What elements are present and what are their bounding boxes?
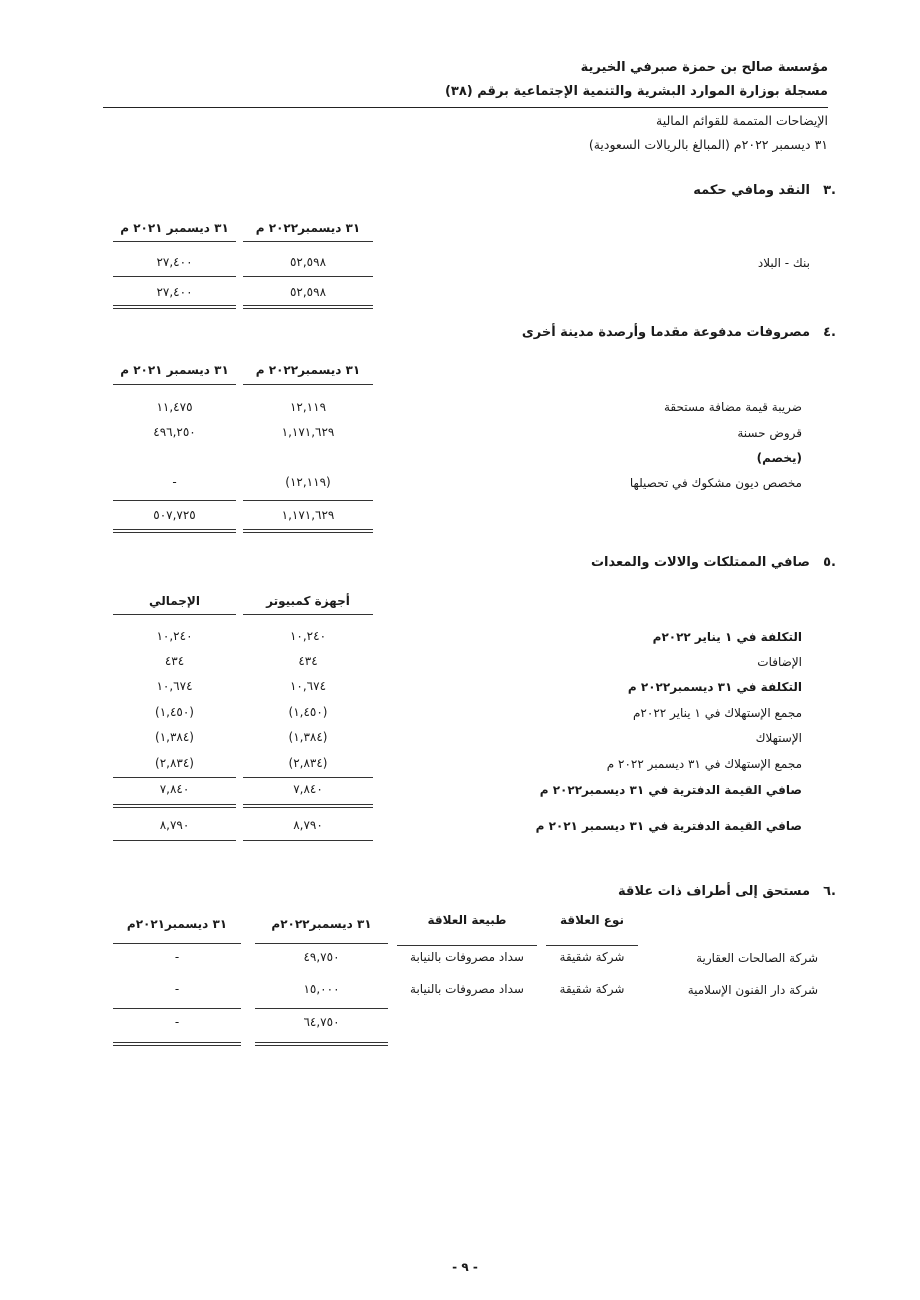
s5-row-label: صافي القيمة الدفترية في ٣١ ديسمبر ٢٠٢١ م	[535, 819, 802, 833]
s5-col-computers: أجهزة كمبيوتر	[266, 594, 350, 608]
s4-row-2022: ١٢,١١٩	[289, 400, 327, 414]
s5-row-computers: ٤٣٤	[298, 654, 318, 668]
s6-total-2021: -	[174, 1015, 180, 1029]
s4-row-2021: ٤٩٦,٢٥٠	[153, 425, 196, 439]
s5-row-total: (١,٣٨٤)	[155, 730, 194, 744]
s5-row-total: ٧,٨٤٠	[159, 782, 190, 796]
s6-nature: سداد مصروفات بالنيابة	[410, 982, 524, 996]
section-6-number: ٦.	[823, 884, 836, 899]
doc-title: الإيضاحات المتممة للقوائم المالية	[656, 113, 828, 128]
s6-total-2022: ٦٤,٧٥٠	[303, 1015, 340, 1029]
s3-total-2021: ٢٧,٤٠٠	[156, 285, 193, 299]
section-4-title: مصروفات مدفوعة مقدما وأرصدة مدينة أخرى	[521, 325, 810, 340]
s5-row-computers: ١٠,٦٧٤	[289, 679, 327, 693]
s5-row-total: ٤٣٤	[164, 654, 185, 668]
section-3-title: النقد ومافي حكمه	[693, 183, 810, 198]
s5-row-label: مجمع الإستهلاك في ١ يناير ٢٠٢٢م	[632, 706, 802, 720]
s4-row-label: ضريبة قيمة مضافة مستحقة	[663, 400, 802, 414]
s5-row-computers: (٢,٨٣٤)	[288, 756, 328, 770]
s6-col-2021: ٣١ ديسمبر٢٠٢١م	[126, 917, 228, 931]
org-name: مؤسسة صالح بن حمزة صبرفي الخيرية	[580, 60, 828, 75]
section-5-title: صافي الممتلكات والالات والمعدات	[590, 555, 810, 570]
s5-row-label: مجمع الإستهلاك في ٣١ ديسمبر ٢٠٢٢ م	[606, 757, 802, 771]
s5-row-label: التكلفة في ١ يناير ٢٠٢٢م	[652, 630, 802, 644]
period-line: ٣١ ديسمبر ٢٠٢٢م (المبالغ بالريالات السعودية)	[588, 137, 828, 152]
s5-row-computers: ٨,٧٩٠	[293, 818, 323, 832]
s4-total-2022: ١,١٧١,٦٢٩	[281, 508, 335, 522]
s4-row-label: (يخصم)	[756, 451, 802, 465]
s3-row-2021: ٢٧,٤٠٠	[156, 255, 193, 269]
s6-col-nature: طبيعة العلاقة	[427, 913, 507, 927]
section-6-title: مستحق إلى أطراف ذات علاقة	[618, 884, 810, 899]
s5-row-computers: (١,٤٥٠)	[288, 705, 328, 719]
section-4-number: ٤.	[823, 325, 836, 340]
s5-row-label: الإضافات	[757, 655, 802, 669]
s3-total-2022: ٥٢,٥٩٨	[289, 285, 327, 299]
s5-row-total: (١,٤٥٠)	[155, 705, 194, 719]
s5-col-total: الإجمالي	[149, 594, 200, 608]
s5-row-total: ١٠,٢٤٠	[156, 629, 193, 643]
s5-row-computers: ٧,٨٤٠	[293, 782, 323, 796]
s4-col-2021: ٣١ ديسمبر ٢٠٢١ م	[120, 363, 229, 377]
registration-line: مسجلة بوزارة الموارد البشرية والتنمية الإجتماعية برقم (٣٨)	[444, 84, 828, 99]
s4-row-label: قروض حسنة	[737, 426, 802, 440]
s5-row-total: (٢,٨٣٤)	[155, 756, 194, 770]
s6-party: شركة دار الفنون الإسلامية	[687, 983, 818, 997]
s6-type: شركة شقيقة	[559, 950, 625, 964]
s6-v2022: ١٥,٠٠٠	[303, 982, 340, 996]
s5-row-label: صافي القيمة الدفترية في ٣١ ديسمبر٢٠٢٢ م	[539, 783, 802, 797]
section-5-number: ٥.	[823, 555, 836, 570]
s4-row-2022: (١٢,١١٩)	[285, 475, 331, 489]
s3-row-2022: ٥٢,٥٩٨	[289, 255, 327, 269]
s6-v2022: ٤٩,٧٥٠	[303, 950, 340, 964]
s5-row-computers: ١٠,٢٤٠	[289, 629, 327, 643]
s6-type: شركة شقيقة	[559, 982, 625, 996]
s4-col-2022: ٣١ ديسمبر٢٠٢٢ م	[255, 363, 361, 377]
s6-col-2022: ٣١ ديسمبر٢٠٢٢م	[271, 917, 372, 931]
s6-party: شركة الصالحات العقارية	[696, 951, 818, 965]
s5-row-total: ٨,٧٩٠	[159, 818, 190, 832]
s4-row-2022: ١,١٧١,٦٢٩	[281, 425, 335, 439]
s3-col-2022: ٣١ ديسمبر٢٠٢٢ م	[255, 221, 361, 235]
s4-row-2021: -	[172, 475, 177, 489]
s3-col-2021: ٣١ ديسمبر ٢٠٢١ م	[120, 221, 229, 235]
s4-row-label: مخصص ديون مشكوك في تحصيلها	[629, 476, 802, 490]
s5-row-label: التكلفة في ٣١ ديسمبر٢٠٢٢ م	[627, 680, 802, 694]
section-3-number: ٣.	[823, 183, 836, 198]
s6-col-type: نوع العلاقة	[559, 913, 625, 927]
header-rule	[103, 107, 828, 108]
s3-row-label: بنك - البلاد	[757, 256, 810, 270]
page-number: - ٩ -	[452, 1260, 478, 1274]
s5-row-label: الإستهلاك	[755, 731, 802, 745]
s5-row-computers: (١,٣٨٤)	[288, 730, 328, 744]
s6-v2021: -	[174, 950, 180, 964]
s6-v2021: -	[174, 982, 180, 996]
s4-row-2021: ١١,٤٧٥	[156, 400, 193, 414]
s5-row-total: ١٠,٦٧٤	[156, 679, 193, 693]
s4-total-2021: ٥٠٧,٧٢٥	[153, 508, 196, 522]
s6-nature: سداد مصروفات بالنيابة	[410, 950, 524, 964]
